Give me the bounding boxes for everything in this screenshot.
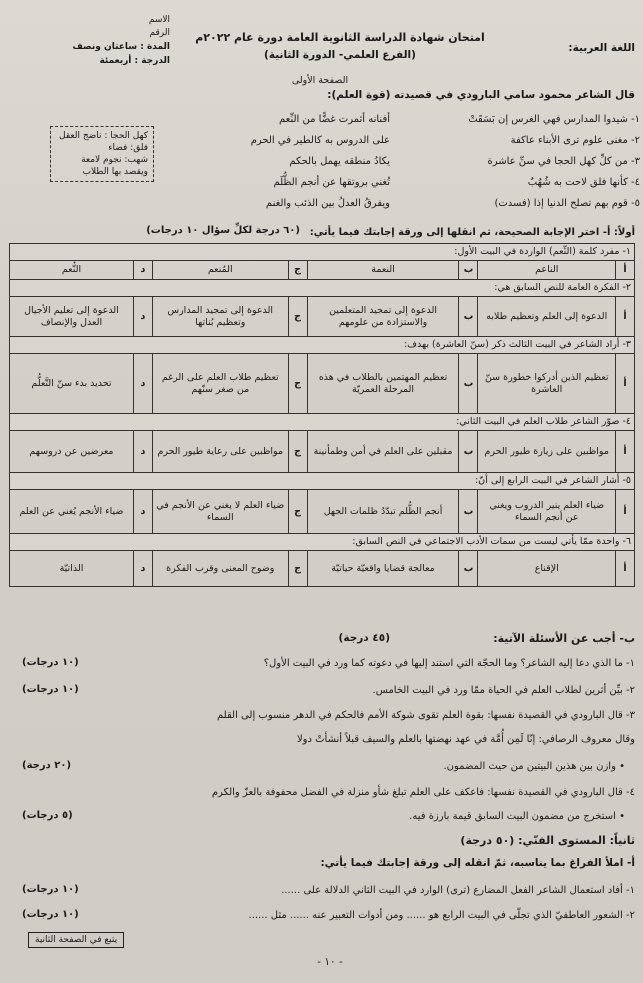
- glossary-note: [50, 126, 154, 182]
- verse-second-half: ويفرقُ العدلُ بين الذئب والغنم: [265, 198, 390, 209]
- option-letter: د: [133, 431, 152, 473]
- option-letter: ج: [288, 431, 307, 473]
- option-letter: ج: [288, 354, 307, 414]
- poem: [150, 114, 640, 219]
- option-letter: أ: [616, 297, 635, 337]
- section1-title: أولاً: أ- اختر الإجابة الصحيحة، ثم انقلها إلى ورقة إجابتك فيما يأتي:: [309, 227, 635, 238]
- option-letter: د: [133, 490, 152, 534]
- option-text: الدعوة إلى العلم وتعظيم طلابه: [478, 297, 616, 337]
- option-letter: ب: [459, 490, 478, 534]
- continue-box: يتبع في الصفحة الثانية: [28, 932, 124, 948]
- verse-first-half: ٥- قوم بهم تصلح الدنيا إذا (فسدت): [494, 198, 640, 209]
- intro-text: قال الشاعر محمود سامي البارودي في قصيدته (قوة العلم):: [327, 89, 635, 101]
- option-text: تحديد بدء سنّ التَّعلُّم: [10, 354, 134, 414]
- section2-title: ثانياً: المستوى الفنّي: (٥٠ درجة): [460, 834, 635, 847]
- s2q-mark: (١٠ درجات): [22, 884, 79, 895]
- poem-verse: [150, 198, 640, 219]
- option-text: تعظيم الذين أدركوا خطورة سنّ العاشرة: [478, 354, 616, 414]
- bq-text: ٤- قال البارودي في القصيدة نفسها: فاعكف على العلم تبلغ شأو منزلة في الفضل محفوفة بالعزّ والكرم: [211, 787, 635, 798]
- bq-mark: (٢٠ درجة): [22, 760, 72, 771]
- section1-mark: (٦٠ درجة لكلِّ سؤال ١٠ درجات): [146, 225, 300, 236]
- verse-first-half: ١- شيدوا المدارس فهي الغرس إن بَسَقَتْ: [468, 114, 640, 125]
- note-line: فلق: فضاء: [108, 143, 148, 153]
- option-text: معالجة قضايا واقعيّة حياتيّة: [307, 551, 459, 587]
- option-letter: ب: [459, 551, 478, 587]
- poem-verse: [150, 177, 640, 198]
- exam-title: امتحان شهادة الدراسة الثانوية العامة دورة عام ٢٠٢٢م: [195, 31, 485, 44]
- option-letter: أ: [616, 261, 635, 280]
- number-label: الرقم: [149, 28, 170, 38]
- option-text: النُّعم: [10, 261, 134, 280]
- bq-mark: (٥ درجات): [22, 810, 73, 821]
- option-text: وضوح المعنى وقرب الفكرة: [152, 551, 288, 587]
- option-text: المُنعم: [152, 261, 288, 280]
- option-text: الدعوة إلى تعليم الأجيال العدل والإنصاف: [10, 297, 134, 337]
- section2a-title: أ- املأ الفراغ بما يناسبه، ثمّ انقله إلى ورقة إجابتك فيما يأتي:: [320, 857, 635, 869]
- s2q-text: ١- أفاد استعمال الشاعر الفعل المضارع (ترى) الوارد في البيت الثاني الدلالة على ......: [281, 885, 635, 896]
- poem-verse: [150, 135, 640, 156]
- option-text: الناعم: [478, 261, 616, 280]
- verse-second-half: أفنانه أثمرت غضًّا من النِّعم: [279, 114, 390, 125]
- option-text: الإقناع: [478, 551, 616, 587]
- sectionB-mark: (٤٥ درجة): [338, 632, 390, 644]
- note-line: ويقصد بها الطلاب: [82, 167, 148, 177]
- s2q-mark: (١٠ درجات): [22, 909, 79, 920]
- name-label: الاسم: [148, 15, 170, 25]
- verse-second-half: على الدروس به كالطير في الحرم: [250, 135, 390, 146]
- option-text: الدعوة إلى تمجيد المدارس وتعظيم بُناتها: [152, 297, 288, 337]
- option-text: النعمة: [307, 261, 459, 280]
- option-letter: ب: [459, 297, 478, 337]
- option-text: تعظيم طلاب العلم على الرغم من صغر سنّهم: [152, 354, 288, 414]
- option-letter: د: [133, 261, 152, 280]
- option-text: أنجم الظُّلم تبدّدُ ظلمات الجهل: [307, 490, 459, 534]
- note-line: شهب: نجوم لامعة: [81, 155, 148, 165]
- option-letter: أ: [616, 354, 635, 414]
- question-text: ٥- أشار الشاعر في البيت الرابع إلى أنّ:: [10, 473, 635, 490]
- sectionB-title: ب- أجب عن الأسئلة الآتية:: [493, 632, 635, 645]
- page-label: الصفحة الأولى: [291, 75, 349, 86]
- question-text: ٤- صوّر الشاعر طلاب العلم في البيت الثاني:: [10, 414, 635, 431]
- question-text: ١- مفرد كلمة (النِّعم) الواردة في البيت الأول:: [10, 244, 635, 261]
- option-text: الدعوة إلى تمجيد المتعلمين والاستزادة من علومهم: [307, 297, 459, 337]
- option-text: مواظبين على زيارة طيور الحرم: [478, 431, 616, 473]
- option-letter: ب: [459, 431, 478, 473]
- option-text: مواظبين على رعاية طيور الحرم: [152, 431, 288, 473]
- question-text: ٦- واحدة ممّا يأتي ليست من سمات الأدب الاجتماعي في النص السابق:: [10, 534, 635, 551]
- verse-second-half: يكادُ منطقه يهمل بالحكم: [289, 156, 390, 167]
- option-text: ضياء الأنجم يُغني عن العلم: [10, 490, 134, 534]
- option-text: معرضين عن دروسهم: [10, 431, 134, 473]
- bq-mark: (١٠ درجات): [22, 684, 79, 695]
- question-text: ٣- أراد الشاعر في البيت الثالث ذكر (سنّ العاشرة) بهدف:: [10, 337, 635, 354]
- option-letter: أ: [616, 490, 635, 534]
- option-text: تعظيم المهتمين بالطلاب في هذه المرحلة العمريّة: [307, 354, 459, 414]
- s2q-text: ٢- الشعور العاطفيّ الذي تجلّى في البيت الرابع هو ...... ومن أدوات التعبير عنه ...... مثل ......: [248, 910, 635, 921]
- bq-text: ٢- بيِّن أثرين لطلاب العلم في الحياة ممّا ورد في البيت الخامس.: [372, 685, 635, 696]
- option-letter: ج: [288, 490, 307, 534]
- bq-text: ٣- قال البارودي في القصيدة نفسها: بقوة العلم تقوى شوكة الأمم فالحكم في الدهر منسوب إلى القلم: [217, 710, 635, 721]
- bq-mark: (١٠ درجات): [22, 657, 79, 668]
- poem-verse: [150, 156, 640, 177]
- bq-text: وقال معروف الرصافي: إنّا لَمِن أُمَّة في عهد نهضتها بالعلم والسيف قبلاً أنشأتْ دولا: [296, 734, 635, 745]
- option-text: ضياء العلم لا يغني عن الأنجم في السماء: [152, 490, 288, 534]
- exam-branch: (الفرع العلمي- الدورة الثانية): [264, 49, 416, 61]
- option-letter: أ: [616, 431, 635, 473]
- option-text: مقبلين على العلم في أمن وطمأنينة: [307, 431, 459, 473]
- poem-verse: [150, 114, 640, 135]
- verse-second-half: تُغني بروتقها عن أنجم الظُّلَم: [273, 177, 390, 188]
- verse-first-half: ٣- من كلِّ كهل الحجا في سنِّ عاشرة: [487, 156, 640, 167]
- option-text: الذاتيّة: [10, 551, 134, 587]
- grade-label: الدرجة : أربعمئة: [99, 56, 170, 66]
- verse-first-half: ٤- كأنها فلق لاحت به شُهُبٌ: [527, 177, 640, 188]
- option-letter: د: [133, 354, 152, 414]
- option-letter: أ: [616, 551, 635, 587]
- bq-text: • وازن بين هذين البيتين من حيث المضمون.: [443, 761, 625, 772]
- option-letter: ج: [288, 261, 307, 280]
- question-text: ٢- الفكرة العامة للنص السابق هي:: [10, 280, 635, 297]
- bq-text: ١- ما الذي دعا إليه الشاعر؟ وما الحجّة التي استند إليها في دعوته كما ورد في البيت الأول؟: [263, 658, 635, 669]
- option-text: ضياء العلم ينير الدروب ويغني عن أنجم السماء: [478, 490, 616, 534]
- option-letter: ج: [288, 297, 307, 337]
- mcq-table: [9, 243, 635, 587]
- bq-text: • استخرج من مضمون البيت السابق قيمة بارزة فيه.: [409, 811, 625, 822]
- option-letter: د: [133, 551, 152, 587]
- duration-label: المدة : ساعتان ونصف: [72, 42, 170, 52]
- option-letter: د: [133, 297, 152, 337]
- option-letter: ج: [288, 551, 307, 587]
- verse-first-half: ٢- مغنى علوم ترى الأبناء عاكفة: [510, 135, 640, 146]
- page-number: - ١٠ -: [317, 956, 343, 968]
- note-line: كهل الحجا : ناضج العقل: [59, 131, 148, 141]
- subject-label: اللغة العربية:: [568, 42, 635, 54]
- option-letter: ب: [459, 354, 478, 414]
- option-letter: ب: [459, 261, 478, 280]
